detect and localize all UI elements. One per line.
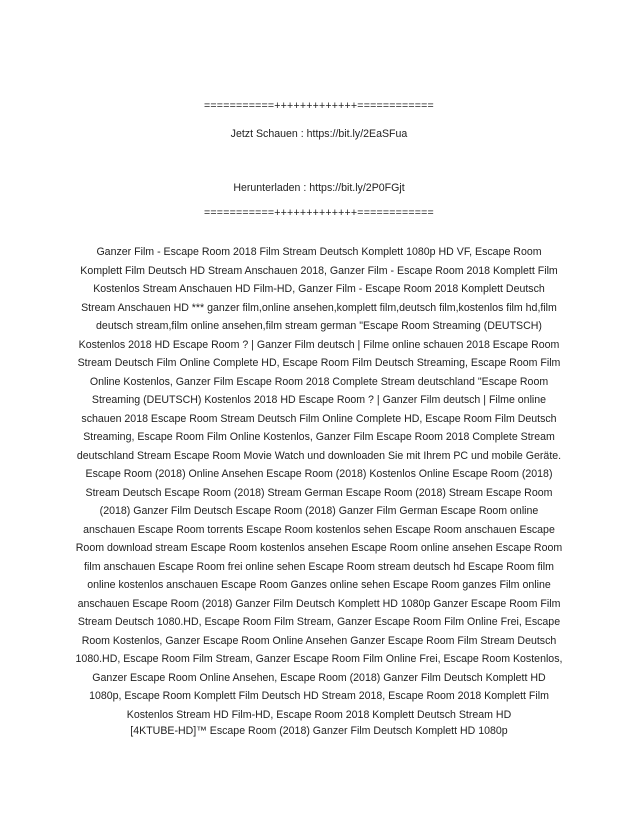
separator-top: ===========+++++++++++++============ <box>204 100 434 112</box>
download-link-line[interactable]: Herunterladen : https://bit.ly/2P0FGjt <box>233 182 405 194</box>
watch-link-line[interactable]: Jetzt Schauen : https://bit.ly/2EaSFua <box>230 128 408 140</box>
body-paragraph: Ganzer Film - Escape Room 2018 Film Stream Deutsch Komplett 1080p HD VF, Escape Room Komplett Film Deutsch HD Stream Anschauen 2018, Ganzer Film - Escape Room 2018 Komplett Film Kostenlos Stream Anschauen HD Film-HD, Ganzer Film - Escape Room 2018 Komplett Deutsch Stream Anschauen HD *** ganzer film,online ansehen,komplett film,deutsch film,kostenlos film hd,film deutsch stream,film online ansehen,film stream german "Escape Room Streaming (DEUTSCH) Kostenlos 2018 HD Escape Room ? | Ganzer Film deutsch | Filme online schauen 2018 Escape Room Stream Deutsch Film Online Complete HD, Escape Room Film Deutsch Streaming, Escape Room Film Online Kostenlos, Ganzer Film Escape Room 2018 Complete Stream deutschland "Escape Room Streaming (DEUTSCH) Kostenlos 2018 HD Escape Room ? | Ganzer Film deutsch | Filme online schauen 2018 Escape Room Stream Deutsch Film Online Complete HD, Escape Room Film Deutsch Streaming, Escape Room Film Online Kostenlos, Ganzer Film Escape Room 2018 Complete Stream deutschland Stream Escape Room Movie Watch und downloaden Sie mit Ihrem PC und mobile Geräte. Escape Room (2018) Online Ansehen Escape Room (2018) Kostenlos Online Escape Room (2018) Stream Deutsch Escape Room (2018) Stream German Escape Room (2018) Stream Escape Room (2018) Ganzer Film Deutsch Escape Room (2018) Ganzer Film German Escape Room online anschauen Escape Room torrents Escape Room kostenlos sehen Escape Room anschauen Escape Room download stream Escape Room kostenlos ansehen Escape Room online ansehen Escape Room film anschauen Escape Room frei online sehen Escape Room stream deutsch hd Escape Room film online kostenlos anschauen Escape Room Ganzes online sehen Escape Room ganzes Film online anschauen Escape Room (2018) Ganzer Film Deutsch Komplett HD 1080p Ganzer Escape Room Film Stream Deutsch 1080.HD, Escape Room Film Stream, Ganzer Escape Room Film Online Frei, Escape Room Kostenlos, Ganzer Escape Room Online Ansehen Ganzer Escape Room Film Stream Deutsch 1080.HD, Escape Room Film Stream, Ganzer Escape Room Film Online Frei, Escape Room Kostenlos, Ganzer Escape Room Online Ansehen, Escape Room (2018) Ganzer Film Deutsch Komplett HD 1080p, Escape Room Komplett Film Deutsch HD Stream 2018, Escape Room 2018 Komplett Film Kostenlos Stream HD Film-HD, Escape Room 2018 Komplett Deutsch Stream HD <box>75 246 563 721</box>
footer-title: [4KTUBE-HD]™ Escape Room (2018) Ganzer Film Deutsch Komplett HD 1080p <box>130 725 508 737</box>
separator-bottom: ===========+++++++++++++============ <box>204 207 434 219</box>
